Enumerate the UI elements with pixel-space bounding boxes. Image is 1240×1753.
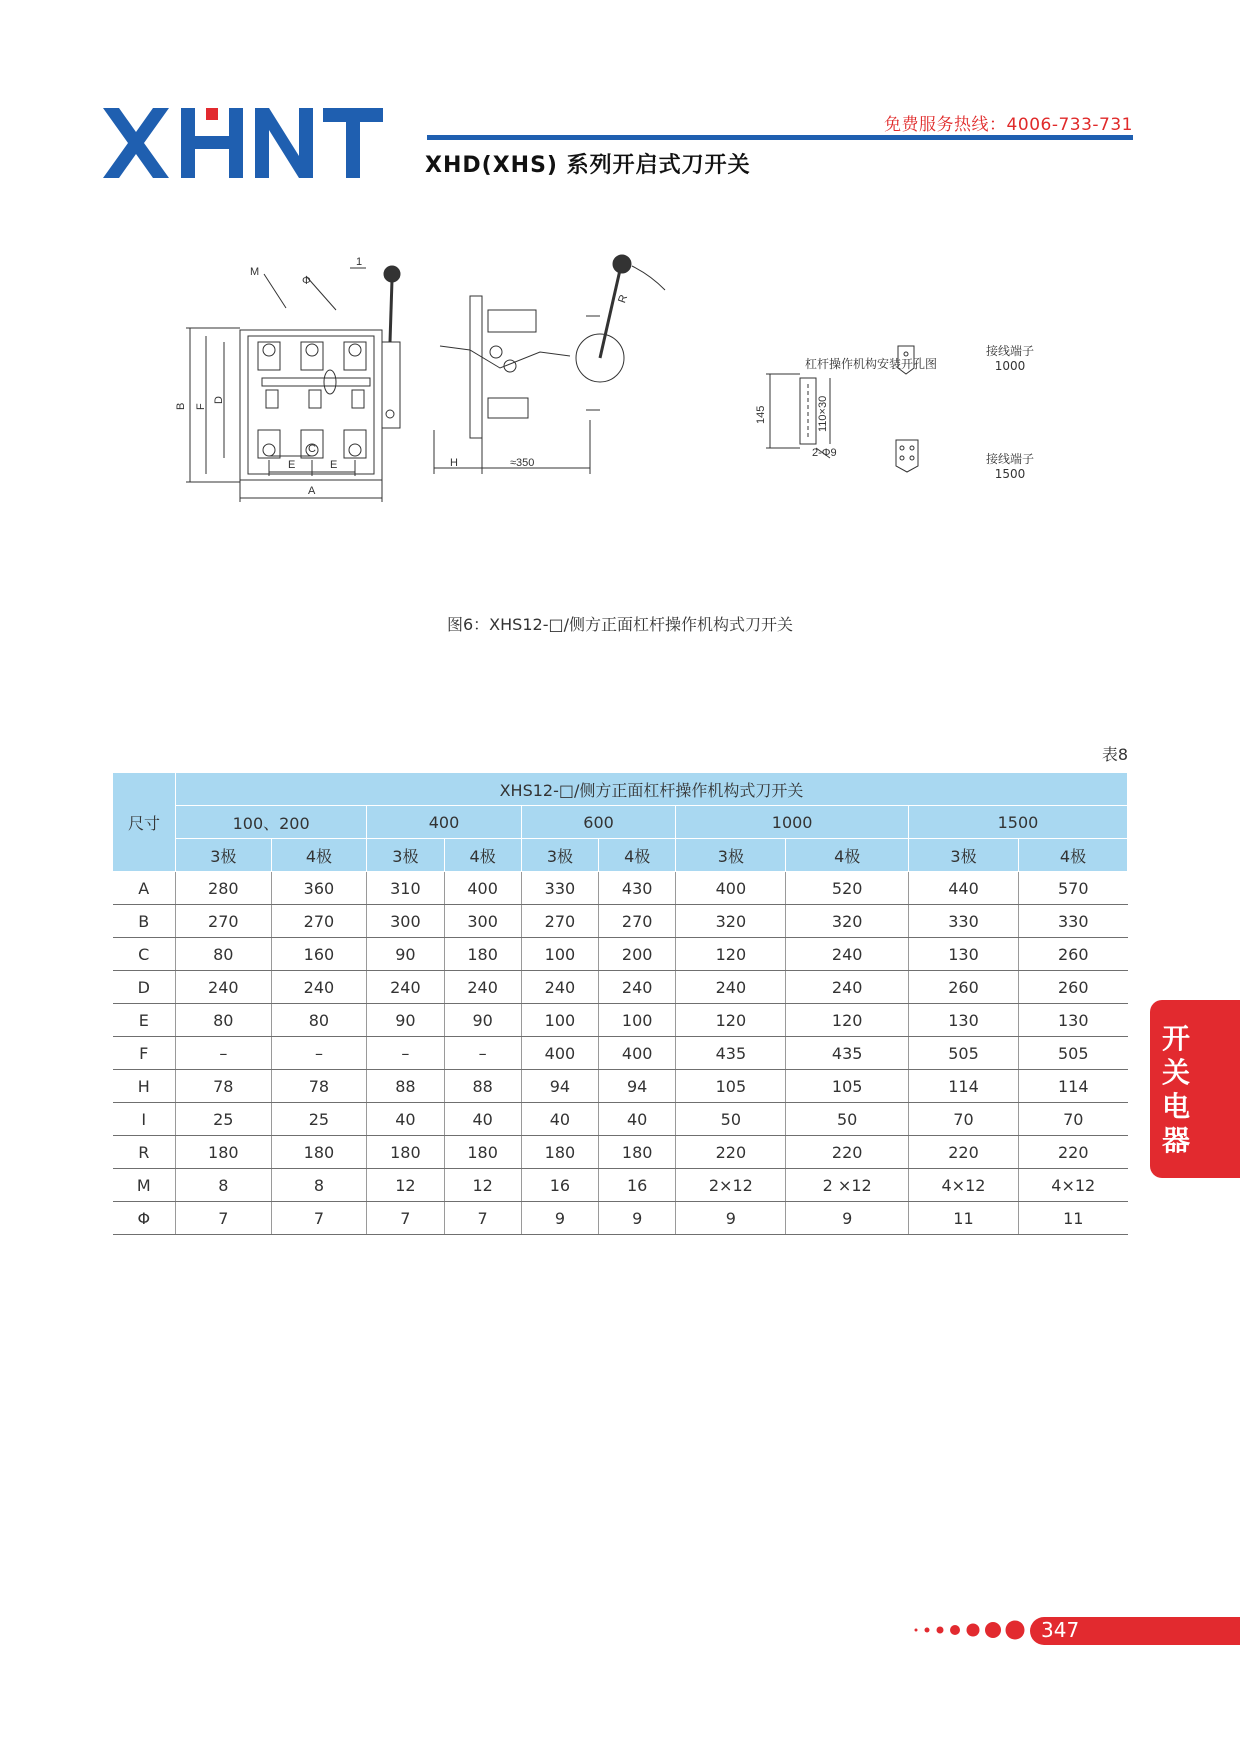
table-cell: 505 (908, 1037, 1018, 1070)
svg-text:A: A (308, 485, 316, 497)
table-cell: 8 (271, 1169, 367, 1202)
table-cell: 310 (367, 872, 444, 905)
table-cell: 88 (444, 1070, 521, 1103)
table-row-label: H (113, 1070, 176, 1103)
table-cell: 88 (367, 1070, 444, 1103)
table-row-label: E (113, 1004, 176, 1037)
table-row-label: R (113, 1136, 176, 1169)
table-row (113, 1004, 1128, 1037)
table-cell: 400 (444, 872, 521, 905)
table-cell: 40 (367, 1103, 444, 1136)
table-cell: 330 (908, 905, 1018, 938)
table-cell: 180 (521, 1136, 598, 1169)
table-cell: 280 (176, 872, 272, 905)
table-row-label: Φ (113, 1202, 176, 1235)
table-cell: – (176, 1037, 272, 1070)
table-cell: 114 (1019, 1070, 1128, 1103)
table-row (113, 1103, 1128, 1136)
table-cell: 7 (367, 1202, 444, 1235)
table-cell: 435 (676, 1037, 786, 1070)
table-cell: 220 (786, 1136, 909, 1169)
table-cell: 130 (908, 938, 1018, 971)
table-cell: 40 (599, 1103, 676, 1136)
table-cell: 240 (176, 971, 272, 1004)
table-cell: 200 (599, 938, 676, 971)
table-row (113, 1136, 1128, 1169)
table-pole-header: 4极 (786, 839, 909, 872)
table-row (113, 905, 1128, 938)
table-cell: 220 (676, 1136, 786, 1169)
table-cell: 180 (176, 1136, 272, 1169)
table-cell: 70 (1019, 1103, 1128, 1136)
table-cell: 25 (176, 1103, 272, 1136)
brand-logo (103, 108, 383, 178)
table-cell: 180 (599, 1136, 676, 1169)
table-row-label: C (113, 938, 176, 971)
table-cell: 260 (1019, 938, 1128, 971)
table-cell: 240 (271, 971, 367, 1004)
table-row (113, 1202, 1128, 1235)
table-cell: 2×12 (676, 1169, 786, 1202)
table-cell: 130 (908, 1004, 1018, 1037)
table-pole-header: 3极 (367, 839, 444, 872)
table-cell: 9 (786, 1202, 909, 1235)
table-cell: 270 (271, 905, 367, 938)
table-cell: 70 (908, 1103, 1018, 1136)
table-row-label: A (113, 872, 176, 905)
table-group-header: 600 (521, 806, 676, 839)
terminal-1500-drawing (896, 440, 918, 472)
table-cell: 7 (176, 1202, 272, 1235)
table-cell: 2 ×12 (786, 1169, 909, 1202)
table-cell: – (367, 1037, 444, 1070)
table-cell: 16 (521, 1169, 598, 1202)
table-cell: 320 (676, 905, 786, 938)
table-cell: 270 (599, 905, 676, 938)
table-row-label: F (113, 1037, 176, 1070)
svg-text:E: E (330, 459, 338, 471)
table-cell: 120 (676, 938, 786, 971)
svg-text:M: M (250, 266, 260, 278)
table-cell: 330 (1019, 905, 1128, 938)
table-pole-header: 4极 (599, 839, 676, 872)
table-cell: 94 (521, 1070, 598, 1103)
table-group-header: 1000 (676, 806, 909, 839)
table-cell: 9 (676, 1202, 786, 1235)
table-pole-header: 3极 (676, 839, 786, 872)
table-corner: 尺寸 (113, 773, 176, 872)
svg-text:C: C (308, 443, 316, 455)
svg-text:R: R (616, 293, 631, 305)
page-title: XHD(XHS) 系列开启式刀开关 (425, 153, 751, 178)
table-cell: 12 (367, 1169, 444, 1202)
table-cell: 8 (176, 1169, 272, 1202)
header-rule (427, 135, 1133, 140)
table-cell: 11 (1019, 1202, 1128, 1235)
mount-hole-title: 杠杆操作机构安装开孔图 (805, 357, 938, 371)
table-cell: 120 (786, 1004, 909, 1037)
table-cell: 16 (599, 1169, 676, 1202)
table-cell: 240 (444, 971, 521, 1004)
table-cell: 440 (908, 872, 1018, 905)
table-cell: 180 (444, 1136, 521, 1169)
table-cell: 260 (908, 971, 1018, 1004)
table-cell: 240 (786, 971, 909, 1004)
table-row (113, 872, 1128, 905)
table-group-header: 1500 (908, 806, 1127, 839)
svg-text:2-Φ9: 2-Φ9 (812, 447, 837, 459)
table-row-label: I (113, 1103, 176, 1136)
table-cell: 260 (1019, 971, 1128, 1004)
table-cell: 100 (521, 1004, 598, 1037)
table-row (113, 1070, 1128, 1103)
table-cell: 320 (786, 905, 909, 938)
table-cell: 40 (521, 1103, 598, 1136)
table-cell: 160 (271, 938, 367, 971)
technical-drawing (170, 256, 1010, 570)
table-cell: 25 (271, 1103, 367, 1136)
table-cell: 400 (599, 1037, 676, 1070)
svg-text:1: 1 (356, 256, 363, 268)
table-cell: 435 (786, 1037, 909, 1070)
table-cell: 400 (521, 1037, 598, 1070)
table-row-label: M (113, 1169, 176, 1202)
table-cell: 78 (176, 1070, 272, 1103)
svg-text:D: D (213, 396, 225, 404)
table-cell: – (444, 1037, 521, 1070)
table-cell: 7 (444, 1202, 521, 1235)
table-number: 表8 (1101, 745, 1128, 764)
table-cell: 520 (786, 872, 909, 905)
table-cell: 80 (271, 1004, 367, 1037)
table-cell: 94 (599, 1070, 676, 1103)
table-cell: 12 (444, 1169, 521, 1202)
table-cell: 90 (444, 1004, 521, 1037)
table-cell: 220 (1019, 1136, 1128, 1169)
table-cell: 130 (1019, 1004, 1128, 1037)
table-cell: 105 (786, 1070, 909, 1103)
table-cell: 80 (176, 1004, 272, 1037)
table-cell: 120 (676, 1004, 786, 1037)
svg-text:E: E (288, 459, 296, 471)
svg-text:B: B (175, 402, 187, 410)
svg-text:110×30: 110×30 (817, 395, 829, 432)
table-group-header: 100、200 (176, 806, 367, 839)
figure-caption: 图6：XHS12-□/侧方正面杠杆操作机构式刀开关 (447, 615, 793, 634)
page-number: 347 (1041, 1618, 1080, 1642)
svg-text:F: F (195, 403, 207, 410)
table-cell: 100 (599, 1004, 676, 1037)
table-title: XHS12-□/侧方正面杠杆操作机构式刀开关 (176, 773, 1128, 806)
table-group-header: 400 (367, 806, 522, 839)
table-cell: 180 (271, 1136, 367, 1169)
table-cell: 4×12 (908, 1169, 1018, 1202)
table-cell: – (271, 1037, 367, 1070)
table-cell: 240 (521, 971, 598, 1004)
side-dim-350: ≈350 (510, 457, 535, 469)
table-cell: 78 (271, 1070, 367, 1103)
svg-text:H: H (450, 457, 458, 469)
table-cell: 7 (271, 1202, 367, 1235)
table-row (113, 938, 1128, 971)
table-cell: 360 (271, 872, 367, 905)
table-cell: 90 (367, 1004, 444, 1037)
table-cell: 240 (786, 938, 909, 971)
svg-text:Φ: Φ (302, 275, 311, 287)
table-cell: 90 (367, 938, 444, 971)
table-cell: 9 (599, 1202, 676, 1235)
section-tab (1150, 1000, 1240, 1178)
section-tab-label: 开关电器 (1162, 1022, 1191, 1157)
table-pole-header: 4极 (444, 839, 521, 872)
table-cell: 114 (908, 1070, 1018, 1103)
table-cell: 240 (599, 971, 676, 1004)
table-cell: 50 (786, 1103, 909, 1136)
table-cell: 270 (176, 905, 272, 938)
table-pole-header: 4极 (1019, 839, 1128, 872)
svg-text:145: 145 (755, 405, 767, 424)
table-cell: 400 (676, 872, 786, 905)
table-cell: 40 (444, 1103, 521, 1136)
table-row-label: B (113, 905, 176, 938)
table-cell: 430 (599, 872, 676, 905)
terminal-1000-title: 接线端子 1000 (985, 344, 1034, 373)
table-pole-header: 3极 (521, 839, 598, 872)
table-cell: 180 (367, 1136, 444, 1169)
terminal-1500-title: 接线端子 1500 (985, 452, 1034, 481)
table-row (113, 971, 1128, 1004)
table-cell: 100 (521, 938, 598, 971)
table-cell: 570 (1019, 872, 1128, 905)
table-pole-header: 3极 (176, 839, 272, 872)
side-view (434, 255, 665, 474)
table-cell: 80 (176, 938, 272, 971)
table-row (113, 1169, 1128, 1202)
table-cell: 4×12 (1019, 1169, 1128, 1202)
table-row (113, 1037, 1128, 1070)
table-cell: 11 (908, 1202, 1018, 1235)
service-hotline: 免费服务热线：4006-733-731 (884, 115, 1133, 135)
table-cell: 240 (367, 971, 444, 1004)
table-pole-header: 3极 (908, 839, 1018, 872)
table-cell: 300 (444, 905, 521, 938)
table-cell: 330 (521, 872, 598, 905)
table-cell: 220 (908, 1136, 1018, 1169)
dimension-table (112, 772, 1128, 1235)
table-cell: 300 (367, 905, 444, 938)
table-cell: 505 (1019, 1037, 1128, 1070)
table-cell: 180 (444, 938, 521, 971)
table-cell: 270 (521, 905, 598, 938)
table-row-label: D (113, 971, 176, 1004)
table-cell: 9 (521, 1202, 598, 1235)
table-pole-header: 4极 (271, 839, 367, 872)
table-cell: 240 (676, 971, 786, 1004)
table-cell: 105 (676, 1070, 786, 1103)
table-cell: 50 (676, 1103, 786, 1136)
